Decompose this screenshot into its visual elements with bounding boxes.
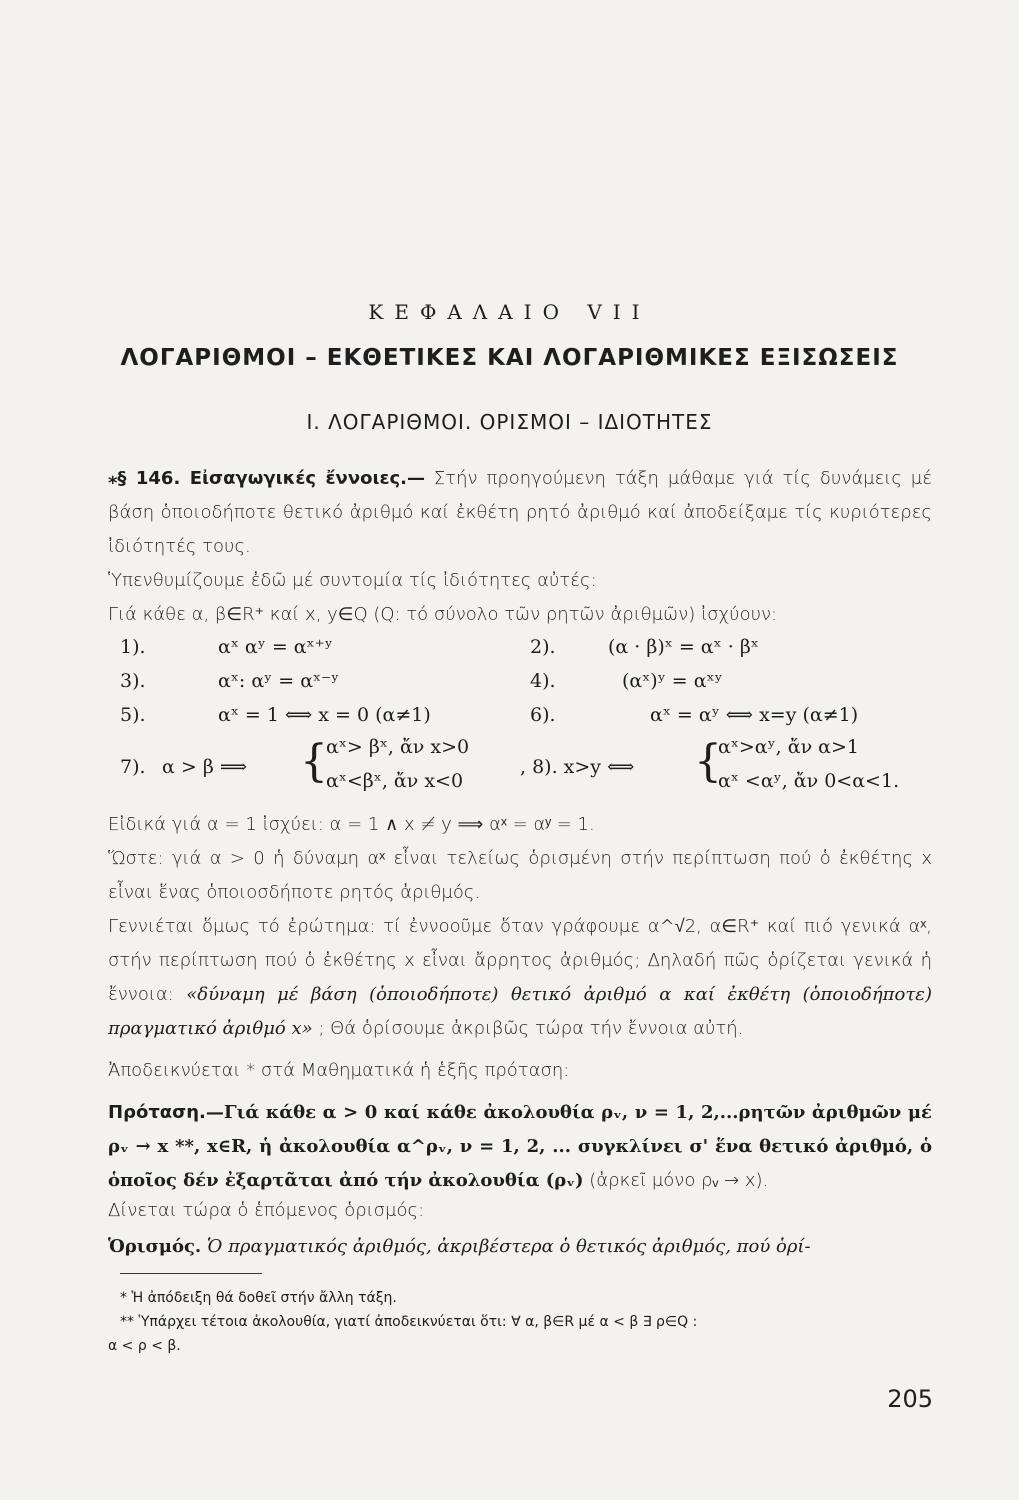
prop-2: (α · β)ˣ = αˣ · βˣ bbox=[608, 636, 759, 658]
section-heading: Ι. ΛΟΓΑΡΙΘΜΟΙ. ΟΡΙΣΜΟΙ – ΙΔΙΟΤΗΤΕΣ bbox=[306, 410, 713, 434]
prop-6: αˣ = αʸ ⟺ x=y (α≠1) bbox=[650, 704, 859, 726]
definition-paragraph bbox=[108, 1230, 932, 1264]
prop-5: αˣ = 1 ⟺ x = 0 (α≠1) bbox=[218, 704, 431, 726]
intro-lead: ⁎§ 146. Εἰσαγωγικές ἔννοιες.— bbox=[108, 468, 425, 489]
footnote-2-continued: α < ρ < β. bbox=[108, 1338, 181, 1354]
special-case-line: Εἰδικά γιά α = 1 ἰσχύει: α = 1 ∧ x ≠ y ⟹ αˣ = αʸ = 1. bbox=[108, 814, 595, 835]
proposition-text: —Γιά κάθε α > 0 καί κάθε ἀκολουθία ρᵥ, ν = 1, 2,...ρητῶν ἀριθμῶν μέ ρᵥ → x **, x∈R, ἡ ἀκολουθία α^ρᵥ, ν = 1, 2, ... συγκλίνει σ' ἕνα θετικό ἀριθμό, ὁ ὁποῖος δέν ἐξαρτᾶται ἀπό τήν ἀκολουθία (ρᵥ) bbox=[108, 1102, 932, 1191]
forall-line: Γιά κάθε α, β∈R⁺ καί x, y∈Q (Q: τό σύνολο τῶν ρητῶν ἀριθμῶν) ἰσχύουν: bbox=[108, 604, 778, 625]
recall-line: Ὑπενθυμίζουμε ἐδῶ μέ συντομία τίς ἰδιότητες αὐτές: bbox=[108, 570, 597, 591]
prop-3-label: 3). bbox=[120, 670, 146, 692]
proposition-lead: Πρόταση. bbox=[108, 1102, 206, 1123]
prop-8-label: , 8). x>y ⟺ bbox=[520, 756, 635, 778]
proposition-tail: (ἀρκεῖ μόνο ρᵥ → x). bbox=[583, 1170, 769, 1191]
page-number: 205 bbox=[887, 1385, 933, 1413]
hence-paragraph: Ὥστε: γιά α > 0 ἡ δύναμη αˣ εἶναι τελείως ὁρισμένη στήν περίπτωση πού ὁ ἐκθέτης x εἶναι ἕνας ὁποιοσδήποτε ρητός ἀριθμός. bbox=[108, 848, 932, 903]
prop-8-brace: { bbox=[694, 736, 722, 787]
intro-paragraph bbox=[108, 462, 932, 564]
chapter-title: ΛΟΓΑΡΙΘΜΟΙ – ΕΚΘΕΤΙΚΕΣ ΚΑΙ ΛΟΓΑΡΙΘΜΙΚΕΣ ΕΞΙΣΩΣΕΙΣ bbox=[120, 345, 899, 371]
prop-8-bottom: αˣ <αʸ, ἄν 0<α<1. bbox=[718, 770, 900, 792]
footnote-2: ** Ὑπάρχει τέτοια ἀκολουθία, γιατί ἀποδεικνύεται ὅτι: ∀ α, β∈R μέ α < β ∃ ρ∈Q : bbox=[120, 1314, 698, 1330]
prop-7-bottom: αˣ<βˣ, ἄν x<0 bbox=[326, 770, 464, 792]
proved-line: Ἀποδεικνύεται * στά Μαθηματικά ἡ ἑξῆς πρόταση: bbox=[108, 1060, 570, 1081]
prop-1: αˣ αʸ = αˣ⁺ʸ bbox=[218, 636, 333, 658]
prop-6-label: 6). bbox=[530, 704, 556, 726]
footnote-1: * Ἡ ἀπόδειξη θά δοθεῖ στήν ἄλλη τάξη. bbox=[120, 1290, 397, 1306]
prop-1-label: 1). bbox=[120, 636, 146, 658]
question-text-a: Γεννιέται ὅμως τό ἐρώτημα: τί ἐννοοῦμε ὅταν γράφουμε α^√2, α∈R⁺ καί πιό γενικά αˣ, στήν περίπτωση πού ὁ ἐκθέτης x εἶναι ἄρρητος ἀριθμός; Δηλαδή πῶς ὁρίζεται γενικά ἡ ἔννοια: bbox=[108, 916, 932, 1005]
question-italic: «δύναμη μέ βάση (ὁποιοδήποτε) θετικό ἀριθμό α καί ἐκθέτη (ὁποιοδήποτε) πραγματικό ἀριθμό x» bbox=[108, 984, 932, 1039]
intro-text: Στήν προηγούμενη τάξη μάθαμε γιά τίς δυνάμεις μέ βάση ὁποιοδήποτε θετικό ἀριθμό καί ἐκθέτη ρητό ἀριθμό καί ἀποδείξαμε τίς κυριότερες ἰδιότητές τους. bbox=[108, 468, 932, 557]
prop-7-label: 7). bbox=[120, 756, 146, 778]
definition-lead: Ὁρισμός. bbox=[108, 1236, 202, 1257]
question-paragraph bbox=[108, 910, 932, 1046]
prop-7-brace: { bbox=[300, 736, 328, 787]
footnote-divider bbox=[120, 1273, 262, 1274]
prop-5-label: 5). bbox=[120, 704, 146, 726]
prop-4: (αˣ)ʸ = αˣʸ bbox=[622, 670, 723, 692]
proposition-paragraph bbox=[108, 1096, 932, 1198]
prop-7-lhs: α > β ⟹ bbox=[162, 756, 248, 778]
definition-text: Ὁ πραγματικός ἀριθμός, ἀκριβέστερα ὁ θετικός ἀριθμός, πού ὁρί- bbox=[201, 1236, 811, 1257]
prop-4-label: 4). bbox=[530, 670, 556, 692]
question-text-b: ; Θά ὁρίσουμε ἀκριβῶς τώρα τήν ἔννοια αὐτή. bbox=[312, 1018, 744, 1039]
prop-8-top: αˣ>αʸ, ἄν α>1 bbox=[718, 736, 860, 758]
given-line: Δίνεται τώρα ὁ ἑπόμενος ὁρισμός: bbox=[108, 1200, 425, 1221]
prop-7-top: αˣ> βˣ, ἄν x>0 bbox=[326, 736, 470, 758]
prop-3: αˣ: αʸ = αˣ⁻ʸ bbox=[218, 670, 340, 692]
prop-2-label: 2). bbox=[530, 636, 556, 658]
chapter-heading: ΚΕΦΑΛΑΙΟ VII bbox=[368, 300, 651, 324]
